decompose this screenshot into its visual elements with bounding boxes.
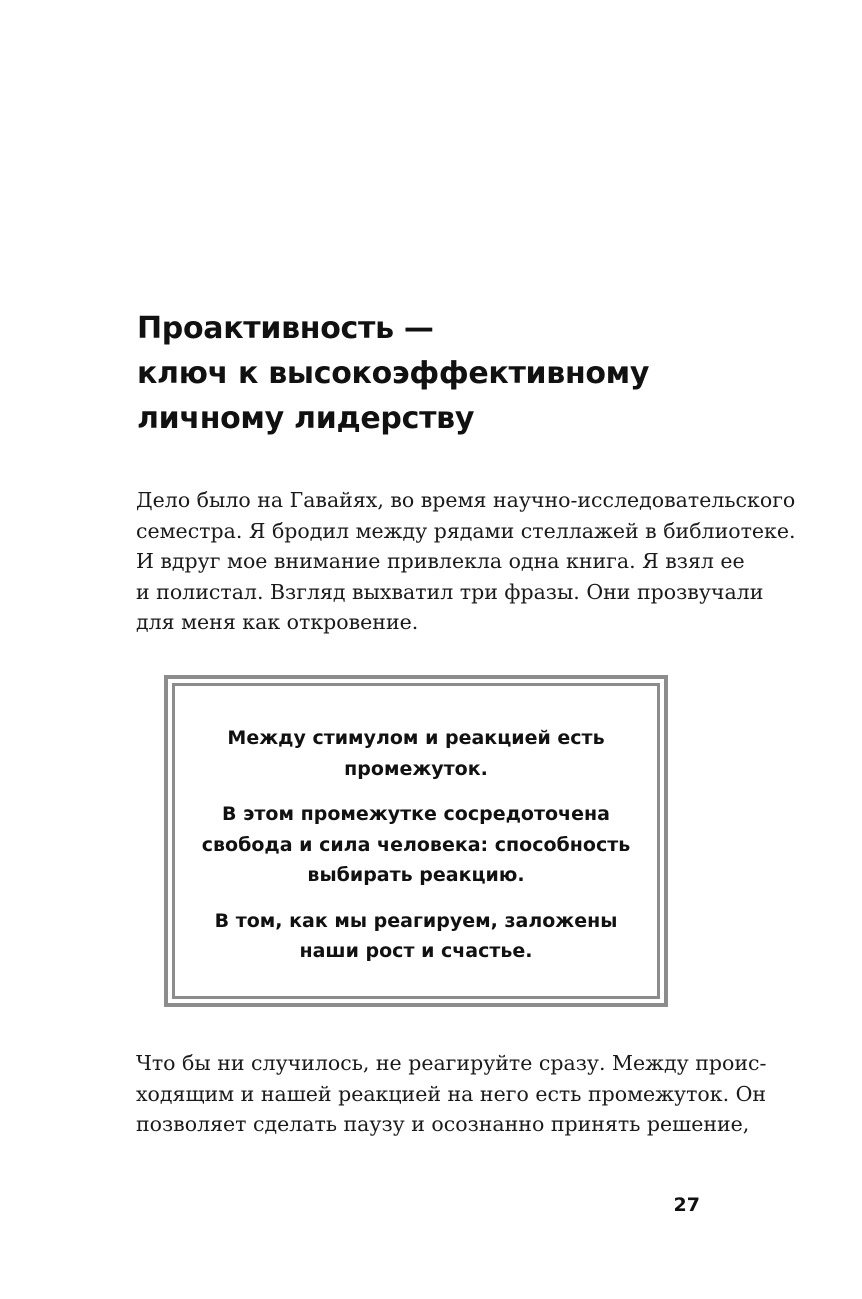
- quote-paragraph: [175, 906, 657, 967]
- quote-paragraph: [175, 723, 657, 784]
- quote-line: Между стимулом и реакцией есть: [227, 727, 605, 749]
- intro-line: для меня как откровение.: [136, 610, 419, 634]
- quote-line: В этом промежутке сосредоточена: [222, 803, 610, 825]
- chapter-title-line: личному лидерству: [137, 401, 475, 436]
- intro-line: И вдруг мое внимание привлекла одна книга. Я взял ее: [136, 549, 745, 573]
- quote-line: В том, как мы реагируем, заложены: [214, 909, 618, 932]
- closing-line: позволяет сделать паузу и осознанно принять решение,: [136, 1112, 750, 1136]
- quote-inner-frame: [172, 683, 660, 999]
- quote-line: промежуток.: [344, 757, 488, 780]
- intro-line: Дело было на Гавайях, во время научно-исследовательского: [136, 488, 796, 512]
- page-number: 27: [673, 1194, 700, 1216]
- quote-frame: [164, 675, 668, 1007]
- intro-paragraph: [136, 485, 796, 638]
- quote-line: свобода и сила человека: способность: [201, 833, 631, 856]
- closing-paragraph: [136, 1048, 767, 1140]
- closing-line: Что бы ни случилось, не реагируйте сразу. Между проис-: [136, 1051, 767, 1075]
- intro-line: и полистал. Взгляд выхватил три фразы. Они прозвучали: [136, 579, 764, 604]
- quote-line: наши рост и счастье.: [299, 940, 533, 962]
- intro-line: семестра. Я бродил между рядами стеллажей в библиотеке.: [136, 518, 796, 543]
- chapter-title-line: Проактивность —: [137, 311, 434, 346]
- quote-paragraph: [175, 799, 657, 891]
- chapter-title: [137, 306, 737, 441]
- quote-line: выбирать реакцию.: [307, 864, 525, 886]
- chapter-title-line: ключ к высокоэффективному: [137, 356, 650, 391]
- closing-line: ходящим и нашей реакцией на него есть промежуток. Он: [136, 1081, 767, 1106]
